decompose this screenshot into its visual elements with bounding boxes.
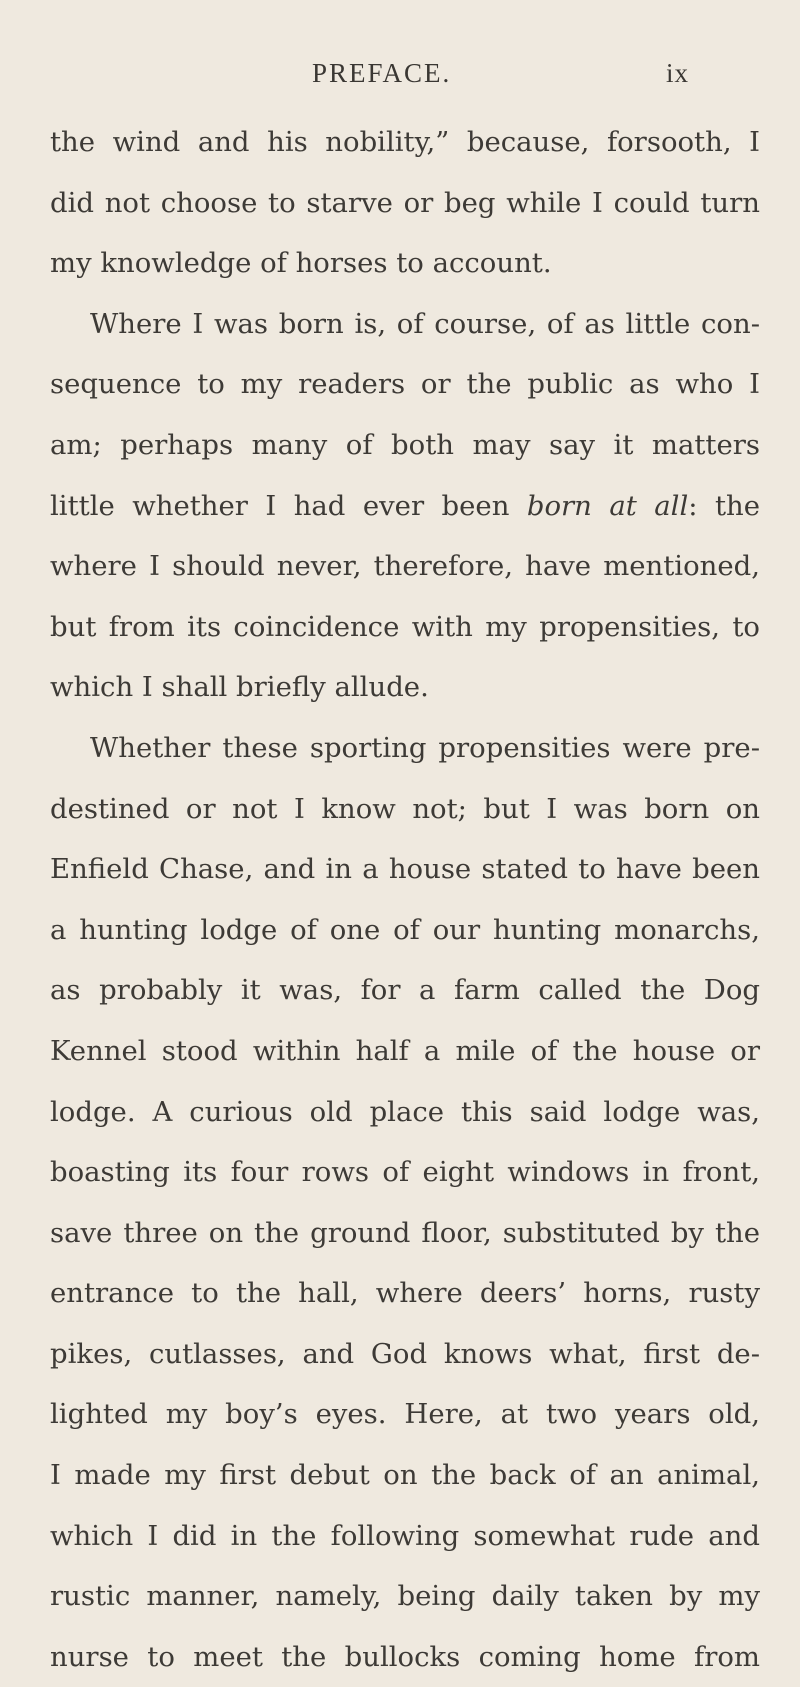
text-line: lodge. A curious old place this said lodge was, bbox=[50, 1095, 760, 1128]
italic-phrase: born at all bbox=[526, 489, 689, 522]
page-header bbox=[0, 58, 800, 98]
text-line: I made my first debut on the back of an animal, bbox=[50, 1459, 760, 1492]
text-line: destined or not I know not; but I was born on bbox=[50, 792, 760, 825]
text-line: my knowledge of horses to account. bbox=[50, 247, 552, 280]
running-head: PREFACE. bbox=[312, 58, 452, 88]
text-line: as probably it was, for a farm called the Dog bbox=[50, 974, 760, 1007]
text-line: nurse to meet the bullocks coming home from bbox=[50, 1640, 760, 1673]
text-line: lighted my boy’s eyes. Here, at two years old, bbox=[50, 1398, 760, 1431]
text-line: entrance to the hall, where deers’ horns, rusty bbox=[50, 1277, 760, 1310]
text-line: where I should never, therefore, have mentioned, bbox=[50, 550, 760, 583]
text-line: which I shall briefly allude. bbox=[50, 671, 429, 704]
text-line: Where I was born is, of course, of as little con- bbox=[90, 307, 760, 340]
body-text bbox=[50, 112, 760, 1687]
text-line: little whether I had ever been born at all: the bbox=[50, 489, 760, 522]
text-line: the wind and his nobility,” because, forsooth, I bbox=[50, 126, 760, 158]
text-line: pikes, cutlasses, and God knows what, first de- bbox=[50, 1337, 760, 1370]
text-line: Enfield Chase, and in a house stated to have been bbox=[50, 853, 760, 886]
text-line: am; perhaps many of both may say it matters bbox=[50, 428, 760, 461]
text-line: rustic manner, namely, being daily taken by my bbox=[50, 1580, 760, 1613]
text-line: sequence to my readers or the public as who I bbox=[50, 368, 760, 401]
text-line: which I did in the following somewhat rude and bbox=[50, 1519, 760, 1552]
text-line: a hunting lodge of one of our hunting monarchs, bbox=[50, 913, 760, 946]
text-line: did not choose to starve or beg while I could turn bbox=[50, 186, 760, 219]
text-line: Whether these sporting propensities were pre- bbox=[90, 731, 760, 764]
text-line: but from its coincidence with my propensities, to bbox=[50, 610, 760, 643]
text-line: save three on the ground floor, substituted by the bbox=[50, 1216, 760, 1249]
text-line: boasting its four rows of eight windows in front, bbox=[50, 1156, 760, 1189]
page-number: ix bbox=[666, 58, 690, 88]
text-line: Kennel stood within half a mile of the house or bbox=[50, 1034, 760, 1067]
